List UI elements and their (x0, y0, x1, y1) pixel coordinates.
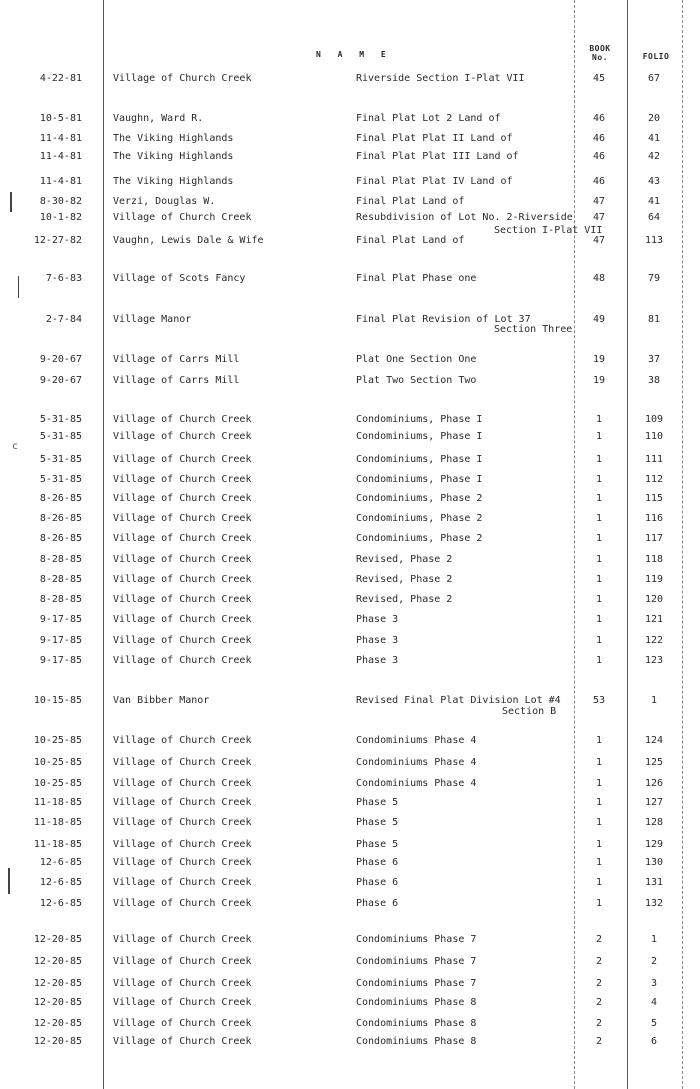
book-cell: 1 (595, 817, 603, 828)
name-cell: Vaughn, Lewis Dale & Wife (113, 235, 264, 246)
name-cell: Village of Church Creek (113, 997, 252, 1008)
name-cell: Village Manor (113, 314, 192, 325)
description-cell: Final Plat Phase one (356, 273, 477, 284)
table-row (0, 757, 700, 769)
date-cell: 11-18-85 (33, 817, 82, 828)
description-cell: Revised, Phase 2 (356, 574, 453, 585)
name-cell: Village of Church Creek (113, 614, 252, 625)
table-row (0, 635, 700, 647)
table-row (0, 474, 700, 486)
date-cell: 5-31-85 (39, 414, 82, 425)
table-row (0, 978, 700, 990)
description-cell: Final Plat Lot 2 Land of (356, 113, 501, 124)
table-row (0, 857, 700, 869)
book-cell: 1 (595, 877, 603, 888)
book-cell: 48 (592, 273, 606, 284)
table-row (0, 176, 700, 188)
table-row (0, 695, 700, 707)
folio-cell: 120 (644, 594, 664, 605)
name-cell: Village of Church Creek (113, 934, 252, 945)
date-cell: 10-25-85 (33, 778, 82, 789)
name-column-header: N A M E (316, 50, 392, 59)
description-cell: Phase 5 (356, 839, 399, 850)
date-cell: 7-6-83 (45, 273, 82, 284)
date-cell: 5-31-85 (39, 474, 82, 485)
date-cell: 10-25-85 (33, 757, 82, 768)
name-cell: Verzi, Douglas W. (113, 196, 216, 207)
description-cell: Condominiums, Phase I (356, 431, 483, 442)
folio-cell: 41 (647, 196, 661, 207)
date-cell: 8-30-82 (39, 196, 82, 207)
folio-cell: 124 (644, 735, 664, 746)
book-cell: 2 (595, 934, 603, 945)
table-row (0, 934, 700, 946)
table-row (0, 493, 700, 505)
table-row (0, 113, 700, 125)
folio-cell: 41 (647, 133, 661, 144)
folio-cell: 37 (647, 354, 661, 365)
book-header-line1: BOOK (589, 44, 611, 53)
name-cell: Village of Church Creek (113, 857, 252, 868)
description-cell: Phase 5 (356, 817, 399, 828)
name-cell: Village of Church Creek (113, 431, 252, 442)
folio-cell: 5 (650, 1018, 658, 1029)
table-row (0, 1018, 700, 1030)
name-cell: Village of Church Creek (113, 533, 252, 544)
date-cell: 12-6-85 (39, 898, 82, 909)
name-cell: Village of Church Creek (113, 898, 252, 909)
description-cell: Final Plat Plat IV Land of (356, 176, 513, 187)
margin-scribble (8, 868, 20, 894)
table-row (0, 513, 700, 525)
book-cell: 1 (595, 574, 603, 585)
date-cell: 11-4-81 (39, 176, 82, 187)
date-cell: 5-31-85 (39, 431, 82, 442)
name-cell: Village of Church Creek (113, 513, 252, 524)
description-cell: Condominiums Phase 8 (356, 997, 477, 1008)
folio-cell: 43 (647, 176, 661, 187)
name-cell: Village of Church Creek (113, 594, 252, 605)
margin-tick (18, 276, 21, 298)
table-row (0, 877, 700, 889)
book-cell: 1 (595, 757, 603, 768)
table-row (0, 735, 700, 747)
name-cell: Village of Church Creek (113, 778, 252, 789)
book-cell: 46 (592, 113, 606, 124)
date-cell: 8-28-85 (39, 594, 82, 605)
book-cell: 1 (595, 493, 603, 504)
description-cell: Phase 3 (356, 614, 399, 625)
book-cell: 49 (592, 314, 606, 325)
date-cell: 9-20-67 (39, 375, 82, 386)
table-row (0, 797, 700, 809)
date-cell: 8-28-85 (39, 554, 82, 565)
description-cell: Condominiums, Phase 2 (356, 513, 483, 524)
folio-cell: 38 (647, 375, 661, 386)
date-cell: 10-5-81 (39, 113, 82, 124)
name-cell: The Viking Highlands (113, 176, 234, 187)
book-cell: 1 (595, 839, 603, 850)
date-cell: 9-20-67 (39, 354, 82, 365)
description-cell: Riverside Section I-Plat VII (356, 73, 525, 84)
table-row (0, 73, 700, 85)
book-cell: 2 (595, 978, 603, 989)
description-cell: Final Plat Plat III Land of (356, 151, 519, 162)
folio-cell: 127 (644, 797, 664, 808)
description-cell: Condominiums, Phase 2 (356, 493, 483, 504)
book-column-header (580, 44, 620, 62)
description-cell: Condominiums, Phase I (356, 474, 483, 485)
table-row (0, 454, 700, 466)
table-row (0, 655, 700, 667)
folio-cell: 116 (644, 513, 664, 524)
name-cell: Village of Church Creek (113, 757, 252, 768)
book-cell: 47 (592, 212, 606, 223)
date-cell: 12-20-85 (33, 956, 82, 967)
book-header-line2: No. (592, 53, 608, 62)
date-cell: 11-18-85 (33, 797, 82, 808)
date-cell: 9-17-85 (39, 635, 82, 646)
book-cell: 46 (592, 133, 606, 144)
description-cell: Condominiums Phase 7 (356, 978, 477, 989)
name-cell: The Viking Highlands (113, 133, 234, 144)
date-cell: 12-6-85 (39, 857, 82, 868)
folio-cell: 64 (647, 212, 661, 223)
folio-cell: 81 (647, 314, 661, 325)
table-row (0, 574, 700, 586)
folio-cell: 112 (644, 474, 664, 485)
folio-cell: 129 (644, 839, 664, 850)
name-cell: Village of Church Creek (113, 635, 252, 646)
name-cell: Village of Scots Fancy (113, 273, 246, 284)
date-cell: 12-6-85 (39, 877, 82, 888)
book-cell: 1 (595, 735, 603, 746)
folio-column-header: FOLIO (642, 52, 670, 61)
date-cell: 5-31-85 (39, 454, 82, 465)
table-row (0, 196, 700, 208)
book-cell: 1 (595, 778, 603, 789)
book-cell: 1 (595, 614, 603, 625)
folio-cell: 111 (644, 454, 664, 465)
table-row (0, 431, 700, 443)
book-cell: 1 (595, 513, 603, 524)
description-cell: Phase 6 (356, 877, 399, 888)
description-cell: Final Plat Land of (356, 196, 465, 207)
date-cell: 12-20-85 (33, 978, 82, 989)
book-cell: 1 (595, 454, 603, 465)
table-row (0, 133, 700, 145)
description-cell: Condominiums Phase 4 (356, 735, 477, 746)
book-cell: 1 (595, 431, 603, 442)
folio-cell: 67 (647, 73, 661, 84)
table-row (0, 817, 700, 829)
folio-cell: 110 (644, 431, 664, 442)
folio-cell: 117 (644, 533, 664, 544)
table-row (0, 414, 700, 426)
description-cell: Resubdivision of Lot No. 2-Riverside (356, 212, 573, 223)
description-cell: Revised, Phase 2 (356, 594, 453, 605)
folio-cell: 109 (644, 414, 664, 425)
date-cell: 8-26-85 (39, 513, 82, 524)
name-cell: Village of Church Creek (113, 73, 252, 84)
name-cell: Village of Carrs Mill (113, 375, 240, 386)
book-cell: 1 (595, 898, 603, 909)
description-cell: Phase 6 (356, 898, 399, 909)
table-row (0, 375, 700, 387)
folio-cell: 1 (650, 695, 658, 706)
folio-cell: 42 (647, 151, 661, 162)
date-cell: 11-4-81 (39, 133, 82, 144)
description-cell: Phase 6 (356, 857, 399, 868)
name-cell: Village of Church Creek (113, 1018, 252, 1029)
folio-cell: 121 (644, 614, 664, 625)
table-row (0, 273, 700, 285)
description-cell: Phase 3 (356, 655, 399, 666)
folio-cell: 20 (647, 113, 661, 124)
book-cell: 2 (595, 1018, 603, 1029)
description-cell: Plat One Section One (356, 354, 477, 365)
date-cell: 4-22-81 (39, 73, 82, 84)
book-cell: 1 (595, 857, 603, 868)
description-cell: Plat Two Section Two (356, 375, 477, 386)
book-cell: 2 (595, 956, 603, 967)
book-cell: 2 (595, 1036, 603, 1047)
description-cell: Phase 3 (356, 635, 399, 646)
date-cell: 11-18-85 (33, 839, 82, 850)
continuation-vanbibber: Section B (502, 706, 557, 717)
table-row (0, 839, 700, 851)
description-cell: Final Plat Plat II Land of (356, 133, 513, 144)
table-row (0, 594, 700, 606)
name-cell: Village of Church Creek (113, 735, 252, 746)
folio-cell: 2 (650, 956, 658, 967)
book-cell: 47 (592, 235, 606, 246)
table-row (0, 151, 700, 163)
book-cell: 1 (595, 594, 603, 605)
name-cell: Village of Church Creek (113, 554, 252, 565)
name-cell: Village of Church Creek (113, 817, 252, 828)
date-cell: 11-4-81 (39, 151, 82, 162)
name-cell: The Viking Highlands (113, 151, 234, 162)
date-cell: 12-20-85 (33, 1036, 82, 1047)
date-cell: 12-27-82 (33, 235, 82, 246)
date-cell: 10-25-85 (33, 735, 82, 746)
description-cell: Condominiums Phase 8 (356, 1036, 477, 1047)
folio-cell: 79 (647, 273, 661, 284)
book-cell: 46 (592, 151, 606, 162)
table-row (0, 1036, 700, 1048)
date-cell: 12-20-85 (33, 997, 82, 1008)
book-cell: 1 (595, 797, 603, 808)
book-cell: 1 (595, 533, 603, 544)
book-cell: 1 (595, 554, 603, 565)
book-cell: 19 (592, 354, 606, 365)
date-cell: 9-17-85 (39, 614, 82, 625)
folio-cell: 131 (644, 877, 664, 888)
description-cell: Condominiums Phase 7 (356, 956, 477, 967)
table-row (0, 212, 700, 224)
date-cell: 8-26-85 (39, 493, 82, 504)
date-cell: 2-7-84 (45, 314, 82, 325)
book-cell: 1 (595, 414, 603, 425)
folio-cell: 113 (644, 235, 664, 246)
table-row (0, 956, 700, 968)
description-cell: Condominiums Phase 4 (356, 778, 477, 789)
name-cell: Van Bibber Manor (113, 695, 210, 706)
book-cell: 45 (592, 73, 606, 84)
continuation-manor: Section Three (494, 324, 573, 335)
table-row (0, 314, 700, 326)
book-cell: 53 (592, 695, 606, 706)
description-cell: Condominiums Phase 8 (356, 1018, 477, 1029)
book-cell: 46 (592, 176, 606, 187)
folio-cell: 122 (644, 635, 664, 646)
date-cell: 9-17-85 (39, 655, 82, 666)
folio-cell: 4 (650, 997, 658, 1008)
folio-cell: 119 (644, 574, 664, 585)
folio-cell: 6 (650, 1036, 658, 1047)
folio-cell: 132 (644, 898, 664, 909)
margin-mark-c: c (12, 441, 19, 452)
name-cell: Village of Church Creek (113, 454, 252, 465)
name-cell: Village of Carrs Mill (113, 354, 240, 365)
name-cell: Village of Church Creek (113, 877, 252, 888)
date-cell: 10-1-82 (39, 212, 82, 223)
date-cell: 10-15-85 (33, 695, 82, 706)
table-row (0, 533, 700, 545)
folio-cell: 128 (644, 817, 664, 828)
book-cell: 2 (595, 997, 603, 1008)
book-cell: 19 (592, 375, 606, 386)
description-cell: Condominiums, Phase 2 (356, 533, 483, 544)
description-cell: Phase 5 (356, 797, 399, 808)
name-cell: Village of Church Creek (113, 839, 252, 850)
date-cell: 12-20-85 (33, 934, 82, 945)
name-cell: Village of Church Creek (113, 493, 252, 504)
table-row (0, 778, 700, 790)
name-cell: Village of Church Creek (113, 1036, 252, 1047)
continuation-riverside: Section I-Plat VII (494, 225, 603, 236)
date-cell: 12-20-85 (33, 1018, 82, 1029)
folio-cell: 1 (650, 934, 658, 945)
name-cell: Vaughn, Ward R. (113, 113, 204, 124)
description-cell: Revised, Phase 2 (356, 554, 453, 565)
description-cell: Final Plat Land of (356, 235, 465, 246)
date-cell: 8-26-85 (39, 533, 82, 544)
table-row (0, 997, 700, 1009)
name-cell: Village of Church Creek (113, 212, 252, 223)
name-cell: Village of Church Creek (113, 414, 252, 425)
book-cell: 1 (595, 635, 603, 646)
book-cell: 47 (592, 196, 606, 207)
folio-cell: 123 (644, 655, 664, 666)
folio-cell: 125 (644, 757, 664, 768)
folio-cell: 126 (644, 778, 664, 789)
book-cell: 1 (595, 655, 603, 666)
name-cell: Village of Church Creek (113, 956, 252, 967)
name-cell: Village of Church Creek (113, 797, 252, 808)
description-cell: Final Plat Revision of Lot 37 (356, 314, 531, 325)
table-row (0, 614, 700, 626)
date-cell: 8-28-85 (39, 574, 82, 585)
folio-cell: 3 (650, 978, 658, 989)
name-cell: Village of Church Creek (113, 655, 252, 666)
name-cell: Village of Church Creek (113, 474, 252, 485)
description-cell: Condominiums Phase 4 (356, 757, 477, 768)
folio-cell: 130 (644, 857, 664, 868)
description-cell: Condominiums, Phase I (356, 414, 483, 425)
description-cell: Condominiums, Phase I (356, 454, 483, 465)
folio-cell: 118 (644, 554, 664, 565)
table-row (0, 354, 700, 366)
book-cell: 1 (595, 474, 603, 485)
name-cell: Village of Church Creek (113, 978, 252, 989)
margin-bracket (10, 192, 26, 212)
description-cell: Revised Final Plat Division Lot #4 (356, 695, 561, 706)
table-row (0, 898, 700, 910)
name-cell: Village of Church Creek (113, 574, 252, 585)
description-cell: Condominiums Phase 7 (356, 934, 477, 945)
table-row (0, 554, 700, 566)
folio-cell: 115 (644, 493, 664, 504)
